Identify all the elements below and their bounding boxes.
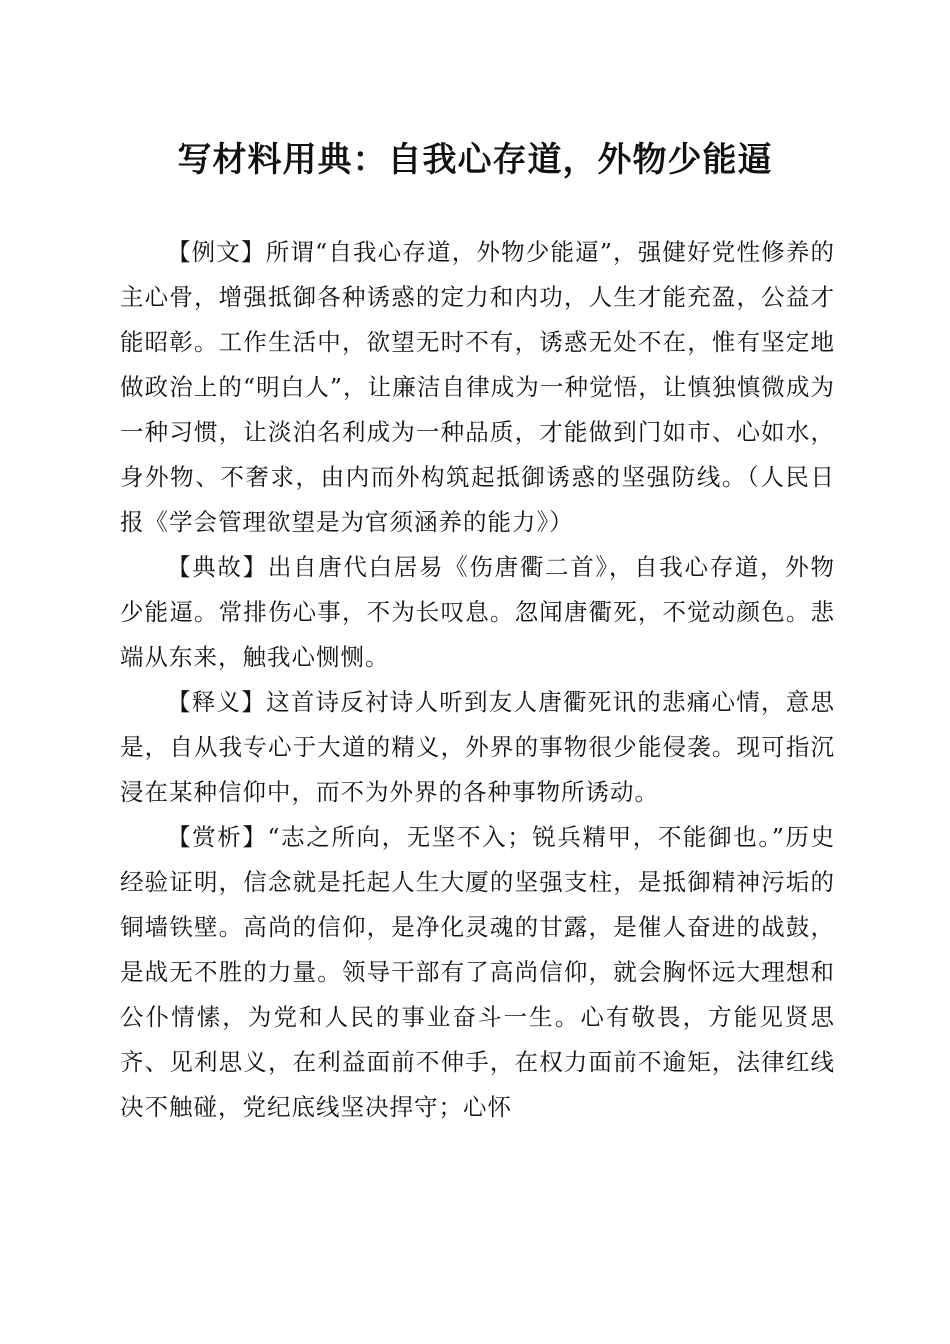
paragraph-text: 这首诗反衬诗人听到友人唐衢死讯的悲痛心情，意思是，自从我专心于大道的精义，外界的事物很少能侵袭。现可指沉浸在某种信仰中，而不为外界的各种事物所诱动。 (120, 688, 835, 806)
paragraph-tag: 【释义】 (167, 688, 266, 716)
paragraph-allusion (120, 545, 835, 680)
paragraph-example (120, 230, 835, 545)
paragraph-text: “志之所向，无坚不入；锐兵精甲，不能御也。”历史经验证明，信念就是托起人生大厦的坚强支柱，是抵御精神污垢的铜墙铁壁。高尚的信仰，是净化灵魂的甘露，是催人奋进的战鼓，是战无不胜的力量。领导干部有了高尚信仰，就会胸怀远大理想和公仆情愫，为党和人民的事业奋斗一生。心有敬畏，方能见贤思齐、见利思义，在利益面前不伸手，在权力面前不逾矩，法律红线决不触碰，党纪底线坚决捍守；心怀 (120, 823, 836, 1121)
paragraph-text: 所谓“自我心存道，外物少能逼”，强健好党性修养的主心骨，增强抵御各种诱惑的定力和内功，人生才能充盈，公益才能昭彰。工作生活中，欲望无时不有，诱惑无处不在，惟有坚定地做政治上的“明白人”，让廉洁自律成为一种觉悟，让慎独慎微成为一种习惯，让淡泊名利成为一种品质，才能做到门如市、心如水，身外物、不奢求，由内而外构筑起抵御诱惑的坚强防线。（人民日报《学会管理欲望是为官须涵养的能力》） (120, 238, 836, 536)
paragraph-tag: 【典故】 (167, 553, 268, 581)
paragraph-tag: 【例文】 (167, 238, 266, 266)
document-title: 写材料用典：自我心存道，外物少能逼 (177, 140, 773, 180)
paragraph-interpretation (120, 680, 835, 815)
paragraph-appreciation (120, 815, 835, 1130)
paragraph-tag: 【赏析】 (167, 823, 268, 851)
document-body (120, 230, 835, 1130)
paragraph-text: 出自唐代白居易《伤唐衢二首》，自我心存道，外物少能逼。常排伤心事，不为长叹息。忽闻唐衢死，不觉动颜色。悲端从东来，触我心恻恻。 (120, 553, 836, 671)
